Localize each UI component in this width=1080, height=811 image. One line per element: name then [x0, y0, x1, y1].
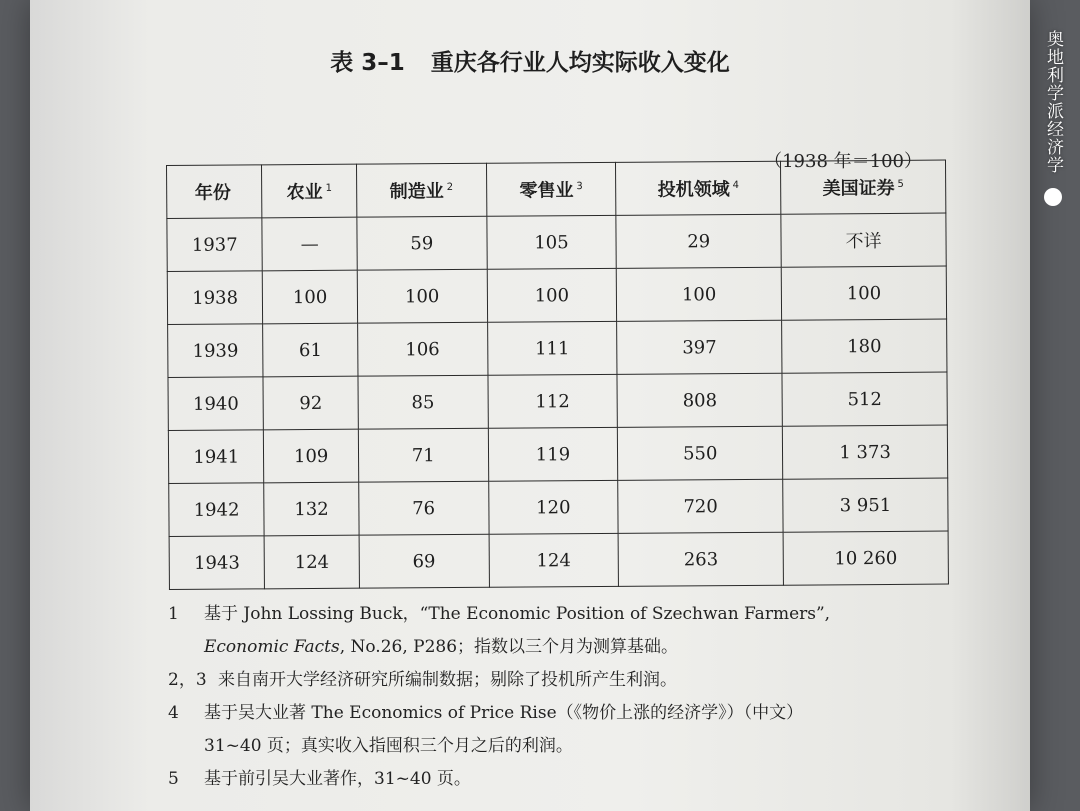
- table-cell: 808: [617, 373, 782, 427]
- table-cell: 100: [616, 267, 781, 321]
- table-cell: 124: [489, 533, 619, 587]
- table-cell: 1942: [169, 483, 265, 537]
- table-cell: 100: [487, 268, 617, 322]
- table-cell: 106: [357, 322, 487, 376]
- footnote-2-3: [168, 664, 948, 697]
- table-cell: 105: [486, 215, 616, 269]
- table-cell: 100: [357, 269, 487, 323]
- footnotes: [168, 598, 948, 796]
- table-number: 表 3–1: [330, 50, 405, 76]
- footnote-4: [168, 697, 948, 763]
- header-us-securities: 美国证券 $^5$: [781, 160, 946, 214]
- table-cell: 111: [487, 321, 617, 375]
- table-row: [169, 531, 948, 589]
- table-cell: 1939: [168, 324, 264, 378]
- income-table: [166, 160, 949, 590]
- table-cell: 263: [618, 532, 783, 586]
- table-cell: 120: [488, 480, 618, 534]
- table-cell: 1940: [168, 377, 264, 431]
- table-cell: 180: [782, 319, 947, 373]
- table-cell: 1941: [168, 430, 264, 484]
- table-cell: 69: [359, 534, 489, 588]
- table-cell: 112: [488, 374, 618, 428]
- base-year-note: （1938 年＝100）: [764, 151, 922, 172]
- wechat-icon: [1044, 188, 1062, 206]
- footnote-marker: 5: [168, 769, 179, 789]
- footnote-text: 基于吴大业著 The Economics of Price Rise（《物价上涨的经济学》）（中文）: [204, 703, 804, 723]
- table-cell: 不详: [781, 213, 946, 267]
- table-cell: 29: [616, 214, 781, 268]
- table-row: [168, 425, 947, 483]
- table-header-row: [167, 160, 946, 218]
- table-cell: 1 373: [782, 425, 947, 479]
- footnote-text-cont: 31~40 页；真实收入指囤积三个月之后的利润。: [204, 736, 573, 756]
- table-cell: 92: [263, 376, 358, 430]
- table-row: [168, 319, 947, 377]
- table-row: [168, 372, 947, 430]
- table-cell: 1943: [169, 536, 265, 590]
- table-cell: 397: [617, 320, 782, 374]
- watermark-text: 奥地利学派经济学: [1043, 30, 1063, 174]
- table-cell: 85: [358, 375, 488, 429]
- table-cell: 720: [618, 479, 783, 533]
- footnote-marker: 1: [168, 604, 179, 624]
- book-page: [30, 0, 1030, 811]
- table-cell: 1938: [167, 271, 263, 325]
- table-cell: 59: [357, 216, 487, 270]
- footnote-text: 基于 John Lossing Buck，“The Economic Position of Szechwan Farmers”,: [204, 604, 831, 624]
- journal-title: Economic Facts: [204, 637, 340, 657]
- table-cell: 76: [359, 481, 489, 535]
- table-row: [167, 213, 946, 271]
- footnote-1: [168, 598, 948, 664]
- footnote-marker: 4: [168, 703, 179, 723]
- table-row: [167, 266, 946, 324]
- footnote-text: 来自南开大学经济研究所编制数据；剔除了投机所产生利润。: [218, 670, 677, 690]
- table-cell: 109: [264, 429, 359, 483]
- table-cell: 119: [488, 427, 618, 481]
- table-cell: —: [262, 217, 357, 271]
- table-cell: 1937: [167, 218, 263, 272]
- table-cell: 3 951: [783, 478, 948, 532]
- header-agriculture: 农业 $^1$: [262, 164, 357, 218]
- table-cell: 132: [264, 482, 359, 536]
- footnote-text: 基于前引吴大业著作，31~40 页。: [204, 769, 471, 789]
- table-cell: 550: [618, 426, 783, 480]
- header-year: 年份: [167, 165, 263, 219]
- header-retail: 零售业 $^3$: [486, 162, 616, 216]
- table-cell: 10 260: [783, 531, 948, 585]
- table-cell: 124: [264, 535, 359, 589]
- table-title: [30, 44, 1030, 77]
- footnote-5: [168, 763, 948, 796]
- watermark: [1041, 30, 1066, 206]
- footnote-marker: 2，3: [168, 670, 207, 690]
- footnote-text-cont: Economic Facts, No.26, P286；指数以三个月为测算基础。: [204, 637, 679, 657]
- table-row: [169, 478, 948, 536]
- table-cell: 100: [781, 266, 946, 320]
- header-manufacturing: 制造业 $^2$: [356, 163, 486, 217]
- table-cell: 512: [782, 372, 947, 426]
- table-cell: 61: [263, 323, 358, 377]
- header-speculation: 投机领域 $^4$: [616, 161, 781, 215]
- table-cell: 100: [263, 270, 358, 324]
- table-title-text: 重庆各行业人均实际收入变化: [430, 50, 730, 76]
- table-cell: 71: [358, 428, 488, 482]
